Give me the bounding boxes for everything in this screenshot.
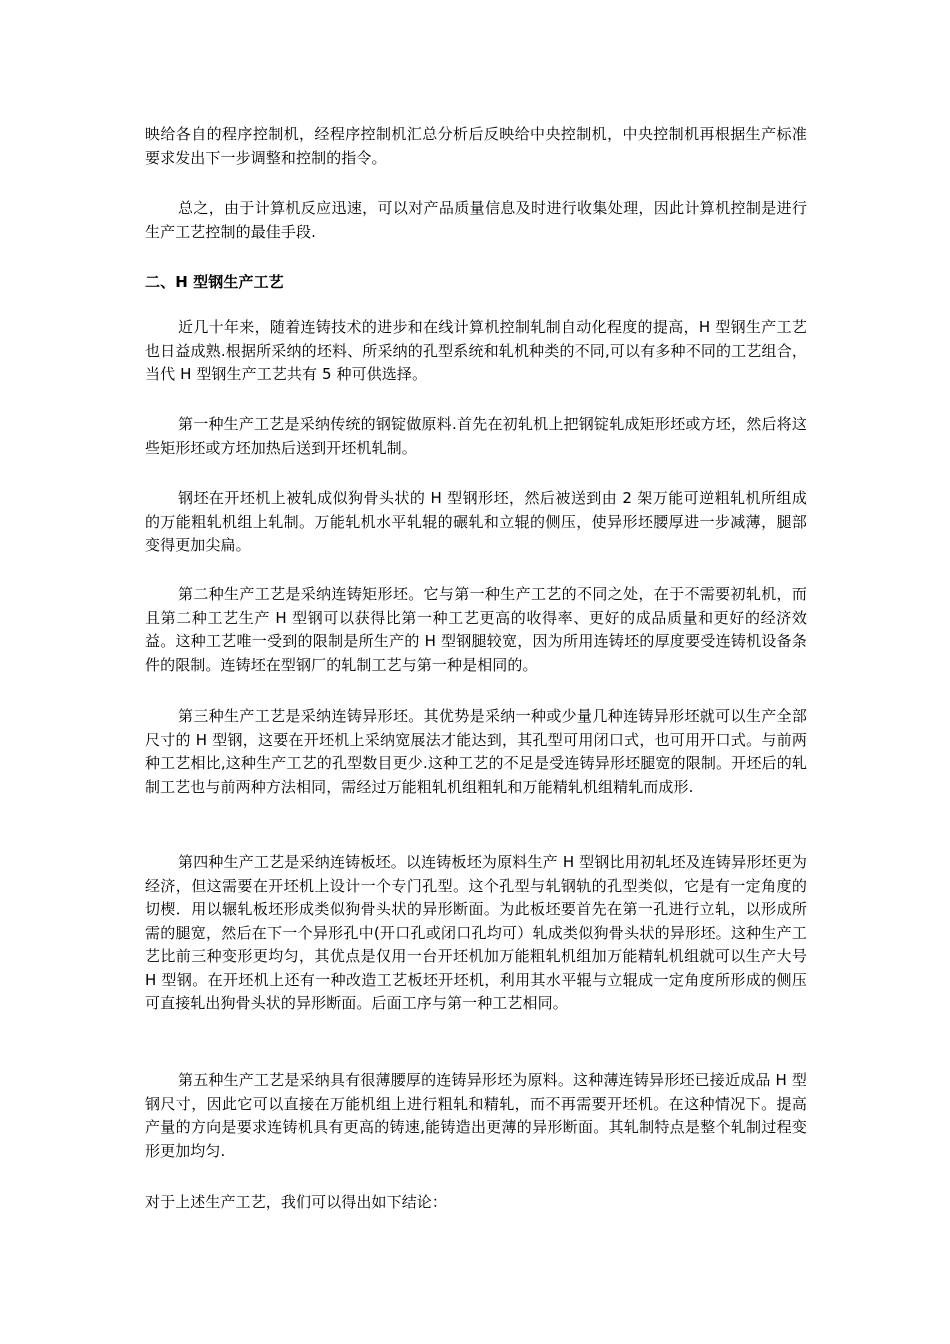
paragraph-control-chain: 映给各自的程序控制机，经程序控制机汇总分析后反映给中央控制机，中央控制机再根据生产标准要求发出下一步调整和控制的指令。 xyxy=(145,125,807,167)
paragraph-computer-control-summary: 总之，由于计算机反应迅速，可以对产品质量信息及时进行收集处理，因此计算机控制是进行生产工艺控制的最佳手段. xyxy=(145,199,807,241)
paragraph-process-two: 第二种生产工艺是采纳连铸矩形坯。它与第一种生产工艺的不同之处，在于不需要初轧机，而且第二种工艺生产 H 型钢可以获得比第一种工艺更高的收得率、更好的成品质量和更好的经济效益。这种工艺唯一受到的限制是所生产的 H 型钢腿较宽，因为所用连铸坯的厚度要受连铸机设备条件的限制。连铸坯在型钢厂的轧制工艺与第一种是相同的。 xyxy=(145,585,807,674)
paragraph-conclusion-lead: 对于上述生产工艺，我们可以得出如下结论： xyxy=(145,1193,448,1211)
paragraph-process-three: 第三种生产工艺是采纳连铸异形坯。其优势是采纳一种或少量几种连铸异形坯就可以生产全部尺寸的 H 型钢，这要在开坯机上采纳宽展法才能达到，其孔型可用闭口式，也可用开口式。与前两种工艺相比,这种生产工艺的孔型数目更少.这种工艺的不足是受连铸异形坯腿宽的限制。开坯后的轧制工艺也与前两种方法相同，需经过万能粗轧机组粗轧和万能精轧机组精轧而成形. xyxy=(145,707,807,796)
paragraph-process-five: 第五种生产工艺是采纳具有很薄腰厚的连铸异形坯为原料。这种薄连铸异形坯已接近成品 H 型钢尺寸，因此它可以直接在万能机组上进行粗轧和精轧，而不再需要开坯机。在这种情况下。提高产量的方向是要求连铸机具有更高的铸速,能铸造出更薄的异形断面。其轧制特点是整个轧制过程变形更加均匀. xyxy=(145,1071,807,1160)
paragraph-process-overview: 近几十年来，随着连铸技术的进步和在线计算机控制轧制自动化程度的提高，H 型钢生产工艺也日益成熟.根据所采纳的坯料、所采纳的孔型系统和轧机种类的不同,可以有多种不同的工艺组合，当代 H 型钢生产工艺共有 5 种可供选择。 xyxy=(145,318,807,383)
paragraph-process-one: 第一种生产工艺是采纳传统的钢锭做原料.首先在初轧机上把钢锭轧成矩形坯或方坯，然后将这些矩形坯或方坯加热后送到开坯机轧制。 xyxy=(145,415,807,457)
paragraph-process-four: 第四种生产工艺是采纳连铸板坯。以连铸板坯为原料生产 H 型钢比用初轧坯及连铸异形坯更为经济，但这需要在开坯机上设计一个专门孔型。这个孔型与轧钢轨的孔型类似，它是有一定角度的切楔．用以辗轧板坯形成类似狗骨头状的异形断面。为此板坯要首先在第一孔进行立轧，以形成所需的腿宽，然后在下一个异形孔中(开口孔或闭口孔均可）轧成类似狗骨头状的异形坯。这种生产工艺比前三种变形更均匀，其优点是仅用一台开坯机加万能粗轧机组加万能精轧机组就可以生产大号 H 型钢。在开坯机上还有一种改造工艺板坯开坯机，利用其水平辊与立辊成一定角度所形成的侧压可直接轧出狗骨头状的异形断面。后面工序与第一种工艺相同。 xyxy=(145,853,807,1012)
section-heading-h-beam-process: 二、H 型钢生产工艺 xyxy=(145,273,284,291)
paragraph-process-one-rolling: 钢坯在开坯机上被轧成似狗骨头状的 H 型钢形坯，然后被送到由 2 架万能可逆粗轧机所组成的万能粗轧机组上轧制。万能轧机水平轧辊的碾轧和立辊的侧压，使异形坯腰厚进一步减薄，腿部变得更加尖扁。 xyxy=(145,489,807,554)
